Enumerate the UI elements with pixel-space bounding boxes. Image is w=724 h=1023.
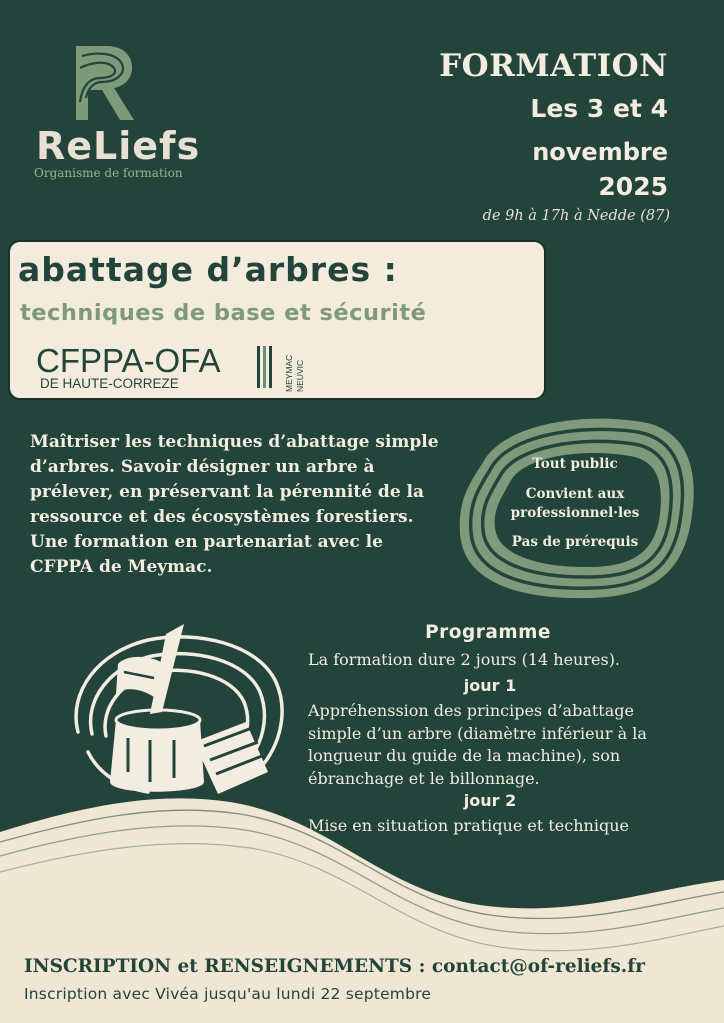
partner-site-meymac: MEYMAC xyxy=(284,354,294,392)
brand-tagline: Organisme de formation xyxy=(34,166,183,180)
audience-item-public: Tout public xyxy=(532,456,618,472)
audience-item-professionals: Convient aux professionnel·les xyxy=(510,486,640,521)
day-2-text: Mise en situation pratique et technique xyxy=(308,816,629,835)
program-duration: La formation dure 2 jours (14 heures). xyxy=(308,650,621,669)
course-subtitle: techniques de base et sécurité xyxy=(20,300,427,326)
brand-name: ReLiefs xyxy=(36,124,201,168)
audience-item-prerequisites: Pas de prérequis xyxy=(511,534,639,550)
vivea-registration-note: Inscription avec Vivéa jusqu'au lundi 22 septembre xyxy=(24,985,432,1003)
partner-stripes-icon xyxy=(256,346,276,388)
partner-sites xyxy=(282,344,312,394)
time-location: de 9h à 17h à Nedde (87) xyxy=(482,208,670,224)
description-objectives: Maîtriser les techniques d’abattage simple d’arbres. Savoir désigner un arbre à prélever, en préservant la pérennité de la ressource et des écosystèmes forestiers. xyxy=(30,432,439,527)
date-days: Les 3 et 4 xyxy=(530,94,668,123)
formation-label: FORMATION xyxy=(439,48,668,84)
partner-logo xyxy=(36,342,336,398)
day-2-title: jour 2 xyxy=(463,791,517,810)
course-title: abattage d’arbres : xyxy=(18,250,398,289)
description-partnership: Une formation en partenariat avec le CFPPA de Meymac. xyxy=(30,532,383,577)
partner-site-neuvic: NEUVIC xyxy=(295,359,305,392)
day-1-text: Appréhenssion des principes d’abattage simple d’un arbre (diamètre inférieur à la longueur du guide de la machine), son ébranchage et le billonnage. xyxy=(308,701,647,788)
title-card xyxy=(8,240,546,400)
partner-region: DE HAUTE-CORREZE xyxy=(40,376,179,391)
reliefs-logo-icon xyxy=(72,42,134,122)
program-title: Programme xyxy=(425,622,551,643)
partner-name: CFPPA-OFA xyxy=(36,342,221,379)
course-description xyxy=(30,430,450,580)
day-1-title: jour 1 xyxy=(463,676,517,695)
date-year: 2025 xyxy=(598,172,668,201)
date-month: novembre xyxy=(532,138,668,166)
axe-stump-icon xyxy=(58,622,293,802)
registration-contact: INSCRIPTION et RENSEIGNEMENTS : contact@of-reliefs.fr xyxy=(24,956,645,977)
